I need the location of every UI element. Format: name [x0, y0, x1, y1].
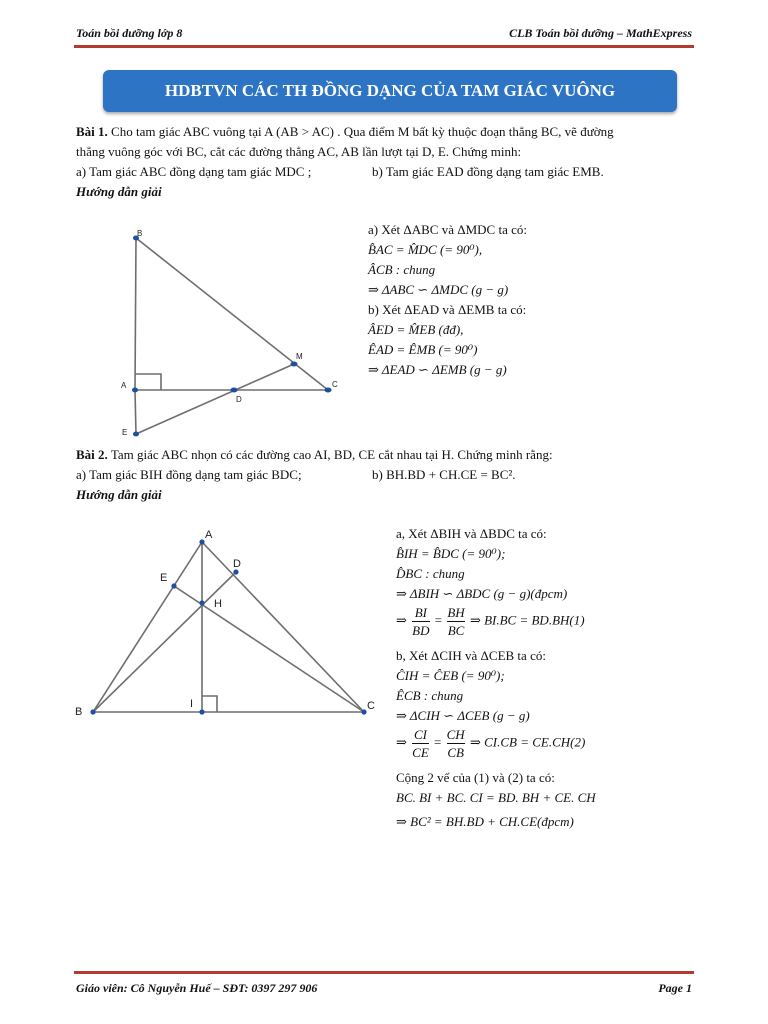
result-1: ⇒ BI.BC = BD.BH(1) — [469, 612, 585, 628]
bai1-part-a: a) Tam giác ABC đồng dạng tam giác MDC ; — [76, 164, 312, 179]
right-angle-i — [202, 696, 217, 712]
bai2-sol-3: ⇒ ΔBIH ∽ ΔBDC (g − g)(đpcm) — [396, 586, 568, 601]
bai1-text1: Cho tam giác ABC vuông tại A (AB > AC) . Qua điểm M bất kỳ thuộc đoạn thẳng BC, vẽ đường — [111, 124, 614, 139]
side-ab — [93, 542, 202, 712]
point-c — [325, 388, 332, 393]
point-h2 — [199, 600, 204, 605]
footer-left: Giáo viên: Cô Nguyễn Huế – SĐT: 0397 297 906 — [76, 981, 318, 995]
bai2-frac-row2 — [396, 726, 596, 768]
bai1-figure — [110, 222, 350, 444]
implies-2: ⇒ — [396, 734, 407, 750]
label-a2: A — [205, 529, 213, 541]
label-m: M — [296, 352, 303, 361]
label-b2: B — [75, 706, 83, 718]
bai2-text1: Tam giác ABC nhọn có các đường cao AI, BD, CE cắt nhau tại H. Chứng minh rằng: — [110, 447, 553, 462]
bai2-part-a: a) Tam giác BIH đồng dạng tam giác BDC; — [76, 467, 302, 482]
bai1-solution — [368, 220, 527, 380]
bai2-guide: Hướng dẫn giải — [76, 487, 162, 502]
label-c: C — [332, 380, 338, 389]
right-angle-a — [135, 374, 161, 390]
label-b: B — [137, 229, 143, 238]
point-a2 — [199, 539, 204, 544]
bai1-line1 — [76, 122, 614, 141]
result-2: ⇒ CI.CB = CE.CH(2) — [469, 734, 586, 750]
point-d2 — [233, 569, 238, 574]
bai2-sol-2: D̂BC : chung — [396, 566, 465, 581]
bai1-sol-2: ÂCB : chung — [368, 262, 436, 277]
den-bd: BD — [412, 623, 430, 638]
point-i2 — [199, 709, 204, 714]
title-banner: HDBTVN CÁC TH ĐỒNG DẠNG CỦA TAM GIÁC VUÔNG — [103, 70, 677, 112]
bai2-sol-14: ⇒ BC² = BH.BD + CH.CE(đpcm) — [396, 814, 574, 829]
num-ci: CI — [413, 727, 427, 742]
point-e2 — [171, 583, 176, 588]
side-ac — [202, 542, 364, 712]
point-c2 — [361, 709, 366, 714]
bai2-sol-6: b, Xét ΔCIH và ΔCEB ta có: — [396, 648, 546, 663]
num-bi: BI — [412, 604, 429, 622]
label-a: A — [121, 381, 127, 390]
bai1-line2: thẳng vuông góc với BC, cắt các đường thẳng AC, AB lần lượt tại D, E. Chứng minh: — [76, 144, 522, 159]
fraction-ch-cb — [447, 726, 465, 761]
header-rule — [74, 45, 694, 48]
bai2-sol-9: ⇒ ΔCIH ∽ ΔCEB (g − g) — [396, 708, 530, 723]
bai2-frac-row1 — [396, 604, 596, 646]
bai2-solution — [396, 524, 596, 832]
bai1-sol-7: ⇒ ΔEAD ∽ ΔEMB (g − g) — [368, 362, 507, 377]
fraction-ci-ce — [412, 726, 429, 761]
den-bc: BC — [447, 623, 465, 638]
bai1-sol-1: B̂AC = M̂DC (= 90⁰), — [368, 242, 483, 257]
den-cb: CB — [447, 745, 464, 760]
line-ae — [135, 390, 136, 434]
bai1-sol-5: ÂED = M̂EB (đđ), — [368, 322, 464, 337]
line-bc — [136, 238, 328, 390]
label-c2: C — [367, 700, 375, 712]
point-b2 — [90, 709, 95, 714]
label-e: E — [122, 428, 128, 437]
footer-page: Page 1 — [658, 981, 692, 995]
bai2-sol-12: Cộng 2 vế của (1) và (2) ta có: — [396, 770, 555, 785]
bai1-sol-0: a) Xét ΔABC và ΔMDC ta có: — [368, 222, 527, 237]
label-d: D — [236, 395, 242, 404]
point-d — [231, 388, 238, 393]
line-ab — [135, 238, 136, 390]
bai1-sol-3: ⇒ ΔABC ∽ ΔMDC (g − g) — [368, 282, 509, 297]
bai1-guide: Hướng dẫn giải — [76, 184, 162, 199]
bai1-sol-4: b) Xét ΔEAD và ΔEMB ta có: — [368, 302, 527, 317]
num-bh: BH — [447, 605, 465, 620]
fraction-bi-bd — [412, 604, 429, 639]
bai2-sol-0: a, Xét ΔBIH và ΔBDC ta có: — [396, 526, 547, 541]
point-a — [132, 388, 138, 393]
label-h2: H — [214, 598, 222, 610]
bai1-part-b: b) Tam giác EAD đồng dạng tam giác EMB. — [372, 164, 604, 179]
fraction-bh-bc — [447, 604, 464, 639]
bai1-sol-6: ÊAD = ÊMB (= 90⁰) — [368, 342, 478, 357]
eq-2: = — [434, 734, 442, 750]
bai2-sol-13: BC. BI + BC. CI = BD. BH + CE. CH — [396, 790, 596, 805]
label-e2: E — [160, 572, 168, 584]
footer-rule — [74, 971, 694, 974]
bai2-sol-1: B̂IH = B̂DC (= 90⁰); — [396, 546, 506, 561]
num-ch: CH — [446, 727, 465, 742]
den-ce: CE — [412, 745, 429, 760]
altitude-bd — [93, 572, 236, 712]
bai1-label: Bài 1. — [76, 124, 108, 139]
bai2-figure — [70, 522, 382, 722]
bai2-label: Bài 2. — [76, 447, 108, 462]
label-d2: D — [233, 558, 241, 570]
label-i2: I — [190, 698, 194, 710]
eq-1: = — [434, 612, 443, 628]
bai2-sol-7: ĈIH = ĈEB (= 90⁰); — [396, 668, 505, 683]
point-m — [291, 362, 298, 367]
point-e — [133, 432, 139, 437]
implies-1: ⇒ — [396, 612, 407, 628]
header-right: CLB Toán bồi dưỡng – MathExpress — [509, 26, 692, 40]
bai2-sol-8: ÊCB : chung — [396, 688, 464, 703]
header-left: Toán bồi dưỡng lớp 8 — [76, 26, 183, 40]
bai2-part-b: b) BH.BD + CH.CE = BC². — [372, 467, 516, 482]
bai2-line1 — [76, 445, 553, 464]
